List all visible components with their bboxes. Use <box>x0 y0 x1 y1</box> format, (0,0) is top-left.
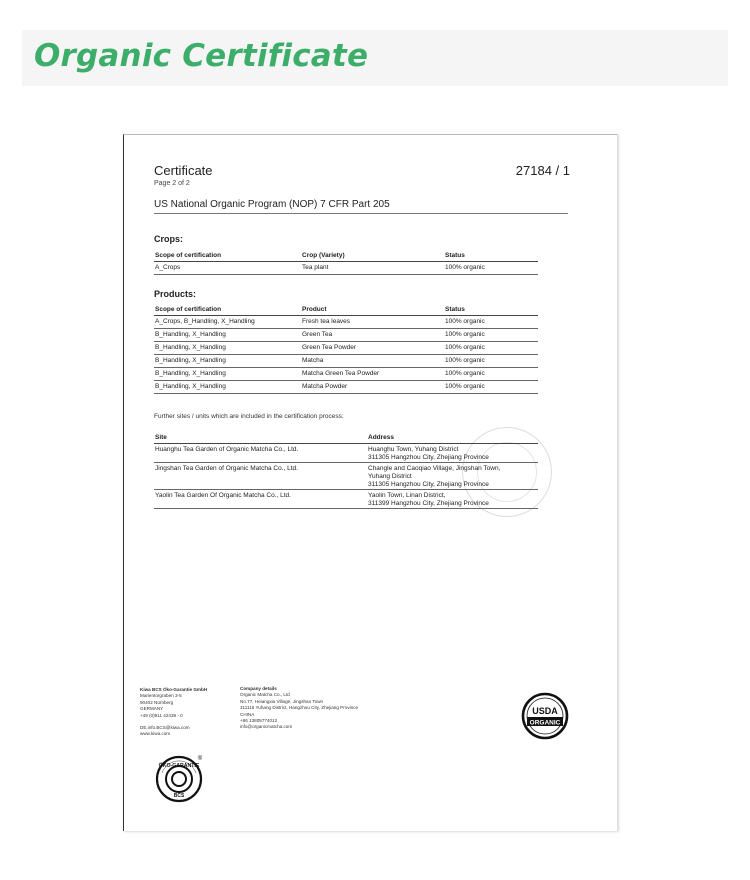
table-cell: B_Handling, X_Handling <box>154 381 301 394</box>
table-cell: B_Handling, X_Handling <box>154 342 301 355</box>
kiwa-website: www.kiwa.com <box>140 731 171 737</box>
address-line: 90402 Nürnberg <box>140 699 174 705</box>
sites-intro: Further sites / units which are included in the certification process: <box>154 413 344 420</box>
address-line: +49 (0)911 42439 - 0 <box>140 712 183 718</box>
table-cell: 100% organic <box>444 368 538 381</box>
products-heading: Products: <box>154 289 197 299</box>
page-title: Organic Certificate <box>34 38 369 74</box>
table-cell: Matcha Green Tea Powder <box>301 368 444 381</box>
certificate-number: 27184 / 1 <box>515 163 570 178</box>
table-cell: 100% organic <box>444 355 538 368</box>
table-row <box>154 381 538 394</box>
company-line: Organic Matcha Co., Ltd <box>240 692 290 698</box>
site-name: Yaolin Tea Garden Of Organic Matcha Co., Ltd. <box>154 490 367 509</box>
table-row <box>154 463 538 490</box>
site-name: Jingshan Tea Garden of Organic Matcha Co., Ltd. <box>154 463 367 490</box>
svg-text:USDA: USDA <box>532 706 558 716</box>
company-line: info@organicmatcha.com <box>240 724 293 730</box>
table-cell: B_Handling, X_Handling <box>154 329 301 342</box>
column-header: Address <box>367 431 538 444</box>
divider <box>154 213 568 214</box>
products-table <box>154 303 538 394</box>
table-cell: B_Handling, X_Handling <box>154 355 301 368</box>
kiwa-name: Kiwa BCS Öko-Garantie GmbH <box>140 687 208 692</box>
column-header: Status <box>444 303 538 316</box>
column-header: Crop (Variety) <box>301 249 444 262</box>
table-cell: A_Crops, B_Handling, X_Handling <box>154 316 301 329</box>
crops-heading: Crops: <box>154 234 183 244</box>
address-line: 311305 Hangzhou City, Zhejiang Province <box>368 454 489 461</box>
table-cell: 100% organic <box>444 342 538 355</box>
table-cell: 100% organic <box>444 381 538 394</box>
table-cell: Tea plant <box>301 262 444 275</box>
usda-organic-seal <box>521 692 569 740</box>
company-line: No.77, Heiangxia Village, Jingshan Town <box>240 698 324 704</box>
svg-text:ORGANIC: ORGANIC <box>529 719 561 727</box>
address-line: 311399 Hangzhou City, Zhejiang Province <box>368 500 489 507</box>
table-header-row <box>154 431 538 444</box>
svg-text:BCS: BCS <box>173 793 185 799</box>
company-details-block <box>240 686 358 731</box>
table-row <box>154 329 538 342</box>
table-cell: Fresh tea leaves <box>301 316 444 329</box>
address-line: Yuhang District <box>368 473 412 480</box>
table-cell: 100% organic <box>444 329 538 342</box>
site-address <box>367 444 538 463</box>
program-title: US National Organic Program (NOP) 7 CFR Part 205 <box>154 199 390 210</box>
bcs-seal-logo <box>154 753 204 803</box>
kiwa-address-block <box>140 687 207 738</box>
column-header: Scope of certification <box>154 249 301 262</box>
address-line: Marientorgraben 3-5 <box>140 693 182 699</box>
header-banner <box>22 30 728 86</box>
svg-text:®: ® <box>197 756 203 762</box>
address-line: Huanghu Town, Yuhang District <box>368 446 459 453</box>
table-row <box>154 355 538 368</box>
certificate-title: Certificate <box>154 163 213 178</box>
site-name: Huanghu Tea Garden of Organic Matcha Co., Ltd. <box>154 444 367 463</box>
table-cell: 100% organic <box>444 316 538 329</box>
company-line: +86 13805774012 <box>240 718 278 724</box>
table-row <box>154 316 538 329</box>
table-row <box>154 444 538 463</box>
certificate-document <box>123 134 618 831</box>
column-header: Product <box>301 303 444 316</box>
table-cell: A_Crops <box>154 262 301 275</box>
crops-table <box>154 249 538 275</box>
table-cell: Green Tea <box>301 329 444 342</box>
table-row <box>154 262 538 275</box>
table-cell: Matcha <box>301 355 444 368</box>
table-cell: Green Tea Powder <box>301 342 444 355</box>
table-cell: B_Handling, X_Handling <box>154 368 301 381</box>
site-address <box>367 490 538 509</box>
address-line: 311305 Hangzhou City, Zhejiang Province <box>368 481 489 488</box>
table-cell: Matcha Powder <box>301 381 444 394</box>
column-header: Scope of certification <box>154 303 301 316</box>
company-heading: Company details <box>240 686 277 691</box>
site-address <box>367 463 538 490</box>
company-line: 311116 Yuhang District, Hangzhou City, Zhejiang Province <box>240 705 359 711</box>
address-line: GERMANY <box>140 706 164 712</box>
svg-text:ÖKO-GARANTIE: ÖKO-GARANTIE <box>158 763 200 769</box>
table-header-row <box>154 303 538 316</box>
kiwa-email: DE.info.BCS@kiwa.com <box>140 725 190 731</box>
company-line: CHINA <box>240 711 255 717</box>
address-line: Yaolin Town, Linan District, <box>368 492 446 499</box>
column-header: Status <box>444 249 538 262</box>
sites-table <box>154 431 538 509</box>
table-header-row <box>154 249 538 262</box>
page-indicator: Page 2 of 2 <box>154 180 190 187</box>
table-row <box>154 368 538 381</box>
address-line: Changle and Caoqiao Village, Jingshan Town, <box>368 465 501 472</box>
table-row <box>154 490 538 509</box>
table-cell: 100% organic <box>444 262 538 275</box>
column-header: Site <box>154 431 367 444</box>
table-row <box>154 342 538 355</box>
